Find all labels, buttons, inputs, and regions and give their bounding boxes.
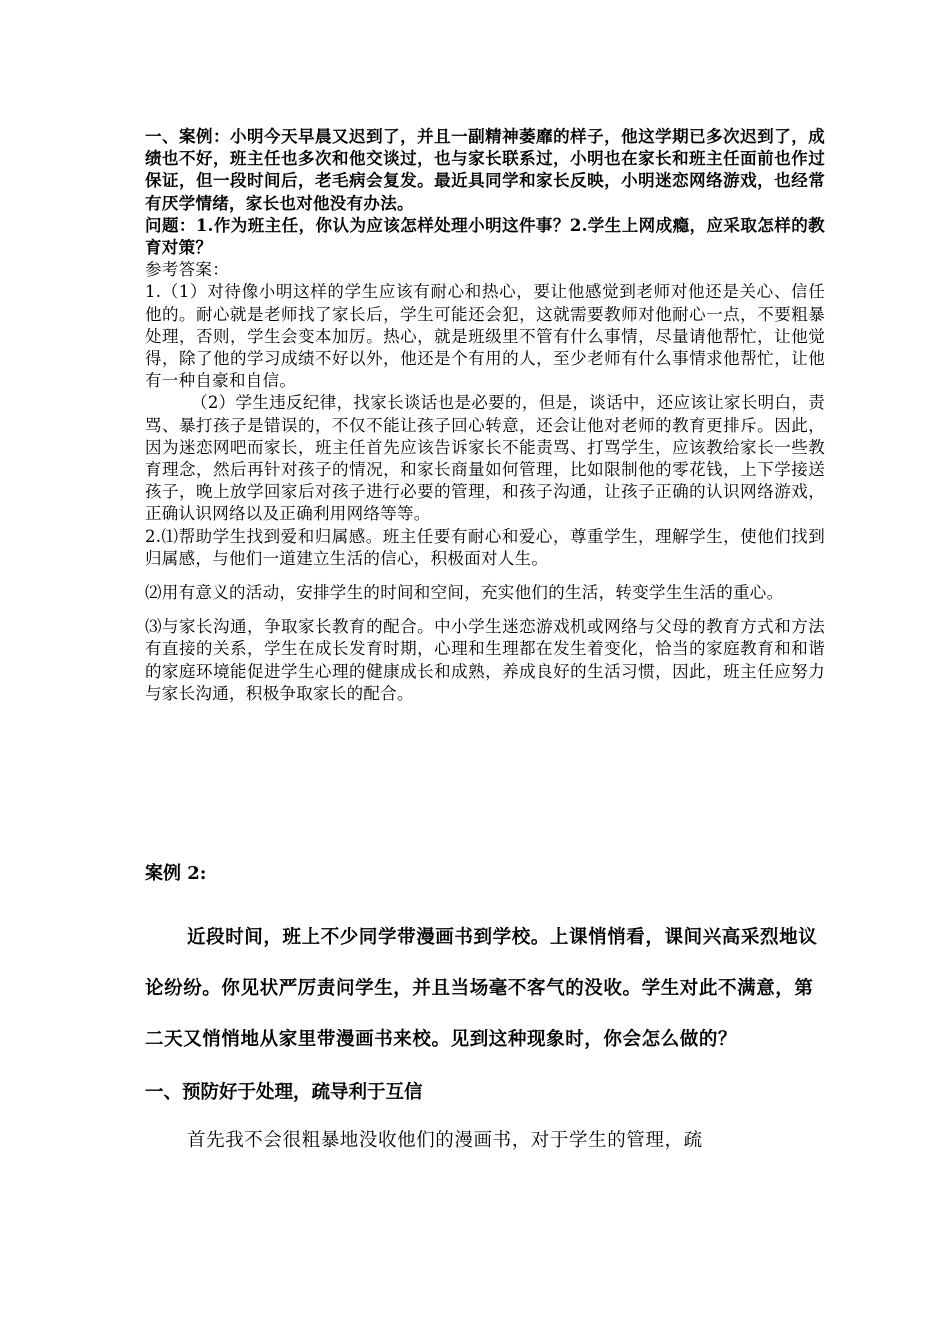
answer-2-point-2: ⑵用有意义的活动，安排学生的时间和空间，充实他们的生活，转变学生生活的重心。 — [145, 583, 784, 603]
case-2-body: 近段时间，班上不少同学带漫画书到学校。上课悄悄看，课间兴高采烈地议论纷纷。你见状严厉责问学生，并且当场毫不客气的没收。学生对此不满意，第二天又悄悄地从家里带漫画书来校。见到这种现象时，你会怎么做的？ — [145, 927, 818, 1050]
case-1-question: 问题：1.作为班主任，你认为应该怎样处理小明这件事？2.学生上网成瘾，应采取怎样的教育对策？ — [145, 215, 825, 258]
case-1-section — [145, 126, 825, 705]
case-2-title: 案例 2: — [145, 863, 207, 884]
answer-2-point-3: ⑶与家长沟通，争取家长教育的配合。中小学生迷恋游戏机或网络与父母的教育方式和方法有直接的关系，学生在成长发育时期，心理和生理都在发生着变化，恰当的家庭教育和和谐的家庭环境能促进学生心理的健康成长和成熟，养成良好的生活习惯，因此，班主任应努力与家长沟通，积极争取家长的配合。 — [145, 617, 825, 703]
answer-1-part-2: （2）学生违反纪律，找家长谈话也是必要的，但是，谈话中，还应该让家长明白，责骂、暴打孩子是错误的，不仅不能让孩子回心转意，还会让他对老师的教育更排斥。因此，因为迷恋网吧而家长，班主任首先应该告诉家长不能责骂、打骂学生，应该教给家长一些教育理念，然后再针对孩子的情况，和家长商量如何管理，比如限制他的零花钱，上下学接送孩子，晚上放学回家后对孩子进行必要的管理，和孩子沟通，让孩子正确的认识网络游戏，正确认识网络以及正确利用网络等等。 — [145, 393, 825, 524]
answer-1-part-1: 1.（1）对待像小明这样的学生应该有耐心和热心，要让他感觉到老师对他还是关心、信任他的。耐心就是老师找了家长后，学生可能还会犯，这就需要教师对他耐心一点，不要粗暴处理，否则，学生会变本加厉。热心，就是班级里不管有什么事情，尽量请他帮忙，让他觉得，除了他的学习成绩不好以外，他还是个有用的人，至少老师有什么事情求他帮忙，让他有一种自豪和自信。 — [145, 282, 825, 391]
case-2-section — [145, 862, 825, 1153]
section-body: 首先我不会很粗暴地没收他们的漫画书，对于学生的管理，疏 — [187, 1130, 703, 1151]
case-1-intro: 一、案例：小明今天早晨又迟到了，并且一副精神萎靡的样子，他这学期已多次迟到了，成绩也不好，班主任也多次和他交谈过，也与家长联系过，小明也在家长和班主任面前也作过保证，但一段时间后，老毛病会复发。最近具同学和家长反映，小明迷恋网络游戏，也经常有厌学情绪，家长也对他没有办法。 — [145, 127, 825, 213]
section-heading: 一、预防好于处理，疏导利于互信 — [145, 1082, 423, 1103]
answer-2-point-1: 2.⑴帮助学生找到爱和归属感。班主任要有耐心和爱心，尊重学生，理解学生，使他们找到归属感，与他们一道建立生活的信心，积极面对人生。 — [145, 526, 825, 568]
answer-label: 参考答案： — [145, 260, 229, 280]
